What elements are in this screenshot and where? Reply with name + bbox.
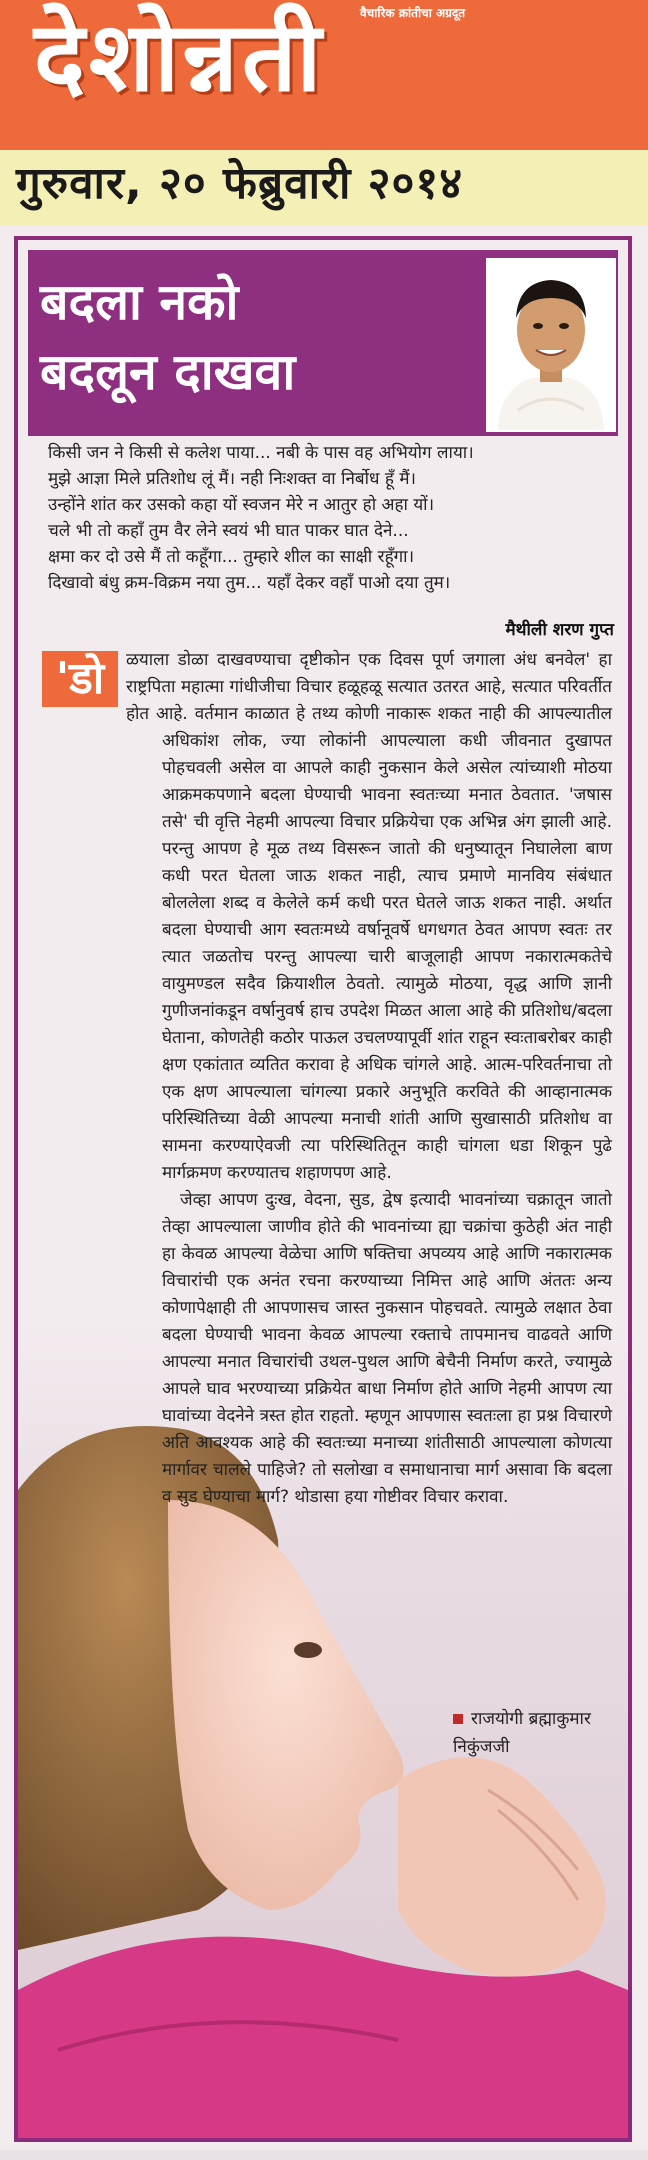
article bbox=[14, 236, 632, 2142]
bullet-square-icon bbox=[453, 1714, 463, 1724]
newspaper-tagline: वैचारिक क्रांतीचा अग्रदूत bbox=[360, 6, 466, 20]
poem-line: किसी जन ने किसी से कलेश पाया... नबी के पास वह अभियोग लाया। bbox=[48, 443, 474, 463]
poem-line: चले भी तो कहाँ तुम वैर लेने स्वयं भी घात पाकर घात देने... bbox=[48, 521, 409, 541]
poem-line: मुझे आज्ञा मिले प्रतिशोध लूं मैं। नही निःशक्त वा निर्बोध हूँ मैं। bbox=[48, 469, 416, 489]
author-name: निकुंजजी bbox=[453, 1737, 510, 1757]
article-paragraph: ळयाला डोळा दाखवण्याचा दृष्टीकोन एक दिवस पूर्ण जगाला अंध बनवेल' हा राष्ट्रपिता महात्मा गांधीजीचा विचार हळूहळू सत्यात उतरत आहे, सत्यात परिवर्तीत होत आहे. वर्तमान काळात हे तथ्य कोणी नाकारू शकत नाही की आपल्यातील अधिकांश लोक, ज्या लोकांनी आपल्याला कधी जीवनात दुखापत पोहचवली असेल वा आपले काही नुकसान केले असेल त्यांच्याशी मोठया आक्रमकपणाने बदला घेण्याची भावना स्वतःच्या मनात ठेवतात. 'जषास तसे' ची वृत्ति नेहमी आपल्या विचार प्रक्रियेचा एक अभिन्न अंग झाली आहे. परन्तु आपण हे मूळ तथ्य विसरून जातो की धनुष्यातून निघालेला बाण कधी परत घेतला जाऊ शकत नाही, त्याच प्रमाणे मानविय संबंधात बोललेला शब्द व केलेले कर्म कधी परत घेतले जाऊ शकत नाही. अर्थात बदला घेण्याची आग स्वतःमध्ये वर्षानूवर्षे धगधगत ठेवत आपण स्वतः तर त्यात जळतोच परन्तु आपल्या चारी बाजूलाही आपण नकारात्मकतेचे वायुमण्डल सदैव क्रियाशील ठेवतो. त्यामुळे मोठया, वृद्ध आणि ज्ञानी गुणीजनांकडून वर्षानुवर्ष हाच उपदेश मिळत आला आहे की प्रतिशोध/बदला घेताना, कोणतेही कठोर पाऊल उचलण्यापूर्वी शांत राहून स्वःताबरोबर काही क्षण एकांतात व्यतित करावा हे अधिक चांगले आहे. आत्म-परिवर्तनाचा तो एक क्षण आपल्याला चांगल्या प्रकारे अनुभूति करविते की आव्हानात्मक परिस्थितिच्या वेळी आपल्या मनाची शांती आणि सुखासाठी प्रतिशोध वा सामना करण्याऐवजी त्या परिस्थितितून काही चांगला धडा शिकून पुढे मार्गक्रमण करण्यातच शहाणपण आहे. bbox=[126, 650, 612, 1183]
masthead bbox=[0, 0, 648, 150]
poem-line: दिखावो बंधु क्रम-विक्रम नया तुम... यहाँ देकर वहाँ पाओ दया तुम। bbox=[48, 573, 451, 593]
dateline bbox=[0, 150, 648, 226]
poem-line: उन्होंने शांत कर उसको कहा यों स्वजन मेरे न आतुर हो अहा यों। bbox=[48, 495, 435, 515]
poem-quote bbox=[48, 440, 608, 596]
article-paragraph: जेव्हा आपण दुःख, वेदना, सुड, द्वेष इत्यादी भावनांच्या चक्रातून जातो तेव्हा आपल्याला जाणीव होते की भावनांच्या ह्या चक्रांचा कुठेही अंत नाही हा केवळ आपल्या वेळेचा आणि षक्तिचा अपव्यय आहे आणि नकारात्मक विचारांची एक अनंत रचना करण्याच्या निमित्त आहे आणि अंततः अन्य कोणापेक्षाही ती आपणासच जास्त नुकसान पोहचवते. त्यामुळे लक्षात ठेवा बदला घेण्याची भावना केवळ आपल्या रक्ताचे तापमानच वाढवते आणि आपल्या मनात विचारांची उथल-पुथल आणि बेचैनी निर्माण करते, ज्यामुळे आपले घाव भरण्याच्या प्रक्रियेत बाधा निर्माण होते आणि नेहमी आपण त्या घावांच्या वेदनेने त्रस्त होत राहतो. म्हणून आपणास स्वतःला हा प्रश्न विचारणे अति आवश्यक आहे की स्वतःच्या मनाच्या शांतीसाठी आपल्याला कोणत्या मार्गावर चालले पाहिजे? तो सलोखा व समाधानाचा मार्ग असावा कि बदला व सुड घेण्याचा मार्ग? थोडासा हया गोष्टीवर विचार करावा. bbox=[162, 1190, 612, 1507]
article-signoff bbox=[453, 1705, 591, 1761]
publication-date: गुरुवार, २० फेब्रुवारी २०१४ bbox=[16, 158, 464, 209]
drop-cap: 'डो bbox=[42, 651, 118, 707]
page-bottom-margin bbox=[0, 2150, 648, 2160]
newspaper-name: देशोन्नती bbox=[34, 1, 326, 113]
author-portrait-image bbox=[488, 260, 614, 430]
author-photo bbox=[486, 258, 616, 432]
headline-line-1: बदला नको bbox=[40, 273, 239, 331]
author-title: राजयोगी ब्रह्माकुमार bbox=[471, 1709, 591, 1729]
headline-banner bbox=[28, 250, 618, 436]
headline-line-2: बदलून दाखवा bbox=[40, 343, 296, 401]
poem-author: मैथीली शरण गुप्त bbox=[505, 620, 614, 640]
poem-line: क्षमा कर दो उसे मैं तो कहूँगा... तुम्हारे शील का साक्षी रहूँगा। bbox=[48, 547, 415, 567]
